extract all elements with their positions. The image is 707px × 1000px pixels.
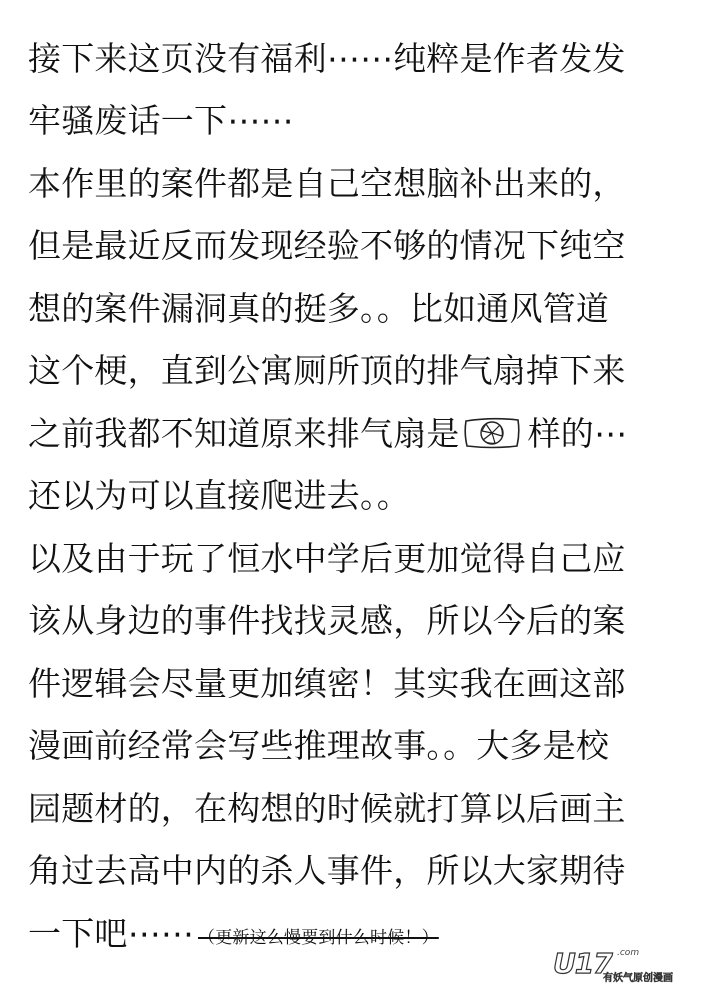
text-line-13: 园题材的，在构想的时候就打算以后画主 bbox=[28, 789, 626, 828]
exhaust-fan-doodle-icon bbox=[462, 416, 522, 450]
text-line-12: 漫画前经常会写些推理故事。。大多是校 bbox=[28, 726, 610, 765]
text-line-7 bbox=[28, 414, 627, 454]
watermark-domain: .com bbox=[617, 948, 640, 958]
text-line-15 bbox=[28, 914, 439, 960]
text-line-6: 这个梗，直到公寓厕所顶的排气扇掉下来 bbox=[28, 351, 626, 390]
text-line-10: 该从身边的事件找找灵感，所以今后的案 bbox=[28, 601, 626, 640]
text-line-9: 以及由于玩了恒水中学后更加觉得自己应 bbox=[28, 539, 626, 578]
text-line-4: 但是最近反而发现经验不够的情况下纯空 bbox=[28, 226, 626, 265]
text-line-14: 角过去高中内的杀人事件，所以大家期待 bbox=[28, 851, 626, 890]
text-line-3: 本作里的案件都是自己空想脑补出来的， bbox=[28, 164, 626, 203]
text-line-2: 牢骚废话一下⋯⋯ bbox=[28, 101, 294, 140]
u17-watermark bbox=[553, 947, 673, 986]
watermark-logo: U17 bbox=[553, 947, 612, 980]
text-line-5: 想的案件漏洞真的挺多。。比如通风管道 bbox=[28, 289, 610, 328]
text-line-7-before: 之前我都不知道原来排气扇是 bbox=[28, 414, 460, 453]
watermark-tagline: 有妖气原创漫画 bbox=[603, 973, 673, 984]
text-line-1: 接下来这页没有福利⋯⋯纯粹是作者发发 bbox=[28, 39, 626, 78]
text-line-8: 还以为可以直接爬进去。。 bbox=[28, 476, 410, 515]
text-line-15-main: 一下吧⋯⋯ bbox=[28, 914, 194, 953]
text-line-11: 件逻辑会尽量更加缜密！其实我在画这部 bbox=[28, 664, 626, 703]
strikethrough-aside: （更新这么慢要到什么时候！） bbox=[198, 928, 439, 948]
text-line-7-after: 样的⋯ bbox=[527, 414, 628, 453]
